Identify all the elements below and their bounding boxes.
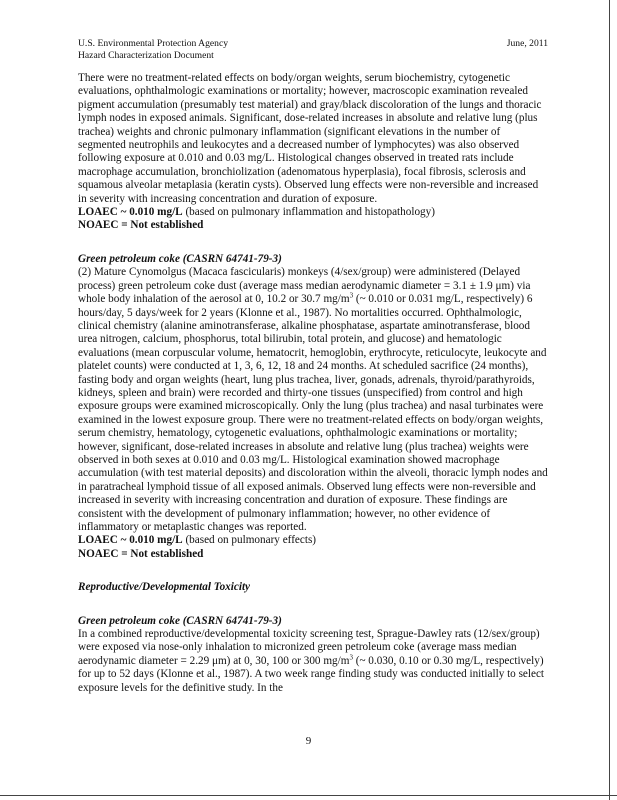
section4-paragraph-part-a: In a combined reproductive/developmental toxicity screening test, Sprague-Dawley rats (12/sex/group) were exposed via nose-only inhalation to micronized green petroleum coke (average mass median aerodynamic diameter = 2.29 μm) at 0, 30, 100 or 300 mg/m — [78, 628, 540, 667]
section2-loaec — [78, 534, 548, 547]
section2-title: Green petroleum coke (CASRN 64741-79-3) — [78, 252, 282, 265]
header-date: June, 2011 — [506, 38, 548, 49]
section2-superscript: 3 — [349, 291, 354, 300]
section1-paragraph: There were no treatment-related effects on body/organ weights, serum biochemistry, cytogenetic evaluations, ophthalmologic examinations or mortality; however, macroscopic examination revealed pigment accumulation (presumably test material) and gray/black discoloration of the lungs and thoracic lymph nodes in exposed animals. Significant, dose-related increases in absolute and relative lung (plus trachea) weights and chronic pulmonary inflammation (significant elevations in the number of segmented neutrophils and leukocytes and a decreased number of lymphocytes) was also observed following exposure at 0.010 and 0.03 mg/L. Histological changes observed in treated rats include macrophage accumulation, bronchiolization (adenomatous hyperplasia), focal fibrosis, sclerosis and squamous alveolar metaplasia (keratin cysts). Observed lung effects were non-reversible and increased in severity with increasing concentration and duration of exposure. — [78, 72, 542, 205]
section4-paragraph — [78, 628, 548, 695]
header-doc-type: Hazard Characterization Document — [78, 50, 214, 61]
page-edge-bottom — [0, 795, 617, 796]
section3-title: Reproductive/Developmental Toxicity — [78, 581, 251, 594]
section2-loaec-label: LOAEC ~ 0.010 mg/L — [78, 534, 183, 547]
section1-loaec — [78, 206, 548, 219]
section2-paragraph-part-a: (2) Mature Cynomolgus (Macaca fascicularis) monkeys (4/sex/group) were administered (Delayed process) green petroleum coke dust (average mass median aerodynamic diameter = 3.1 ± 1.9 μm) via whole body inhalation of the aerosol at 0, 10.2 or 30.7 mg/m — [78, 266, 531, 306]
section4-paragraph-part-b: (~ 0.030, 0.10 or 0.30 mg/L, respectively) for up to 52 days (Klonne et al., 1987). A two week range finding study was conducted initially to select exposure levels for the definitive study. In the — [78, 654, 545, 694]
section2-paragraph-part-b: (~ 0.010 or 0.031 mg/L, respectively) 6 hours/day, 5 days/week for 2 years (Klonne et al., 1987). No mortalities occurred. Ophthalmologic, clinical chemistry (alanine aminotransferase, alkaline phosphatase, aspartate aminotransferase, blood urea nitrogen, calcium, phosphorus, total bilirubin, total protein, and glucose) and hematologic evaluations (mean corpuscular volume, hematocrit, hemoglobin, erythrocyte, reticulocyte, leukocyte and platelet counts) were conducted at 1, 3, 6, 12, 18 and 24 months. At scheduled sacrifice (24 months), fasting body and organ weights (heart, lung plus trachea, liver, gonads, adrenals, thyroid/parathyroids, kidneys, spleen and brain) were recorded and thirty-one tissues (unspecified) from control and high exposure groups were examined microscopically. Only the lung (plus trachea) and nasal turbinates were examined in the lowest exposure group. There were no treatment-related effects on body/organ weights, serum chemistry, hematology, cytogenetic evaluations, ophthalmologic examinations or mortality; however, significant, dose-related increases in absolute and relative lung (plus trachea) weights were observed in both sexes at 0.010 and 0.03 mg/L. Histological examination showed macrophage accumulation (with test material deposits) and discoloration within the alveoli, thoracic lymph nodes and in paratracheal lymphoid tissue of all exposed animals. Observed lung effects were non-reversible and increased in severity with increasing concentration and duration of exposure. These findings are consistent with the development of pulmonary inflammation; however, no other evidence of inflammatory or metaplastic changes was reported. — [78, 293, 548, 533]
page-header — [78, 38, 548, 62]
header-agency: U.S. Environmental Protection Agency — [78, 38, 229, 49]
section4-superscript: 3 — [349, 653, 353, 662]
page-edge-right — [609, 0, 610, 800]
section1-loaec-label: LOAEC ~ 0.010 mg/L — [78, 206, 183, 219]
section1-noaec: NOAEC = Not established — [78, 219, 204, 232]
section4-title: Green petroleum coke (CASRN 64741-79-3) — [78, 614, 282, 627]
page-number: 9 — [305, 735, 312, 747]
document-body — [78, 72, 548, 695]
section2-loaec-note: (based on pulmonary effects) — [182, 534, 317, 547]
section2-paragraph — [78, 266, 548, 534]
section1-loaec-note: (based on pulmonary inflammation and histopathology) — [182, 206, 435, 219]
section2-noaec: NOAEC = Not established — [78, 547, 204, 560]
